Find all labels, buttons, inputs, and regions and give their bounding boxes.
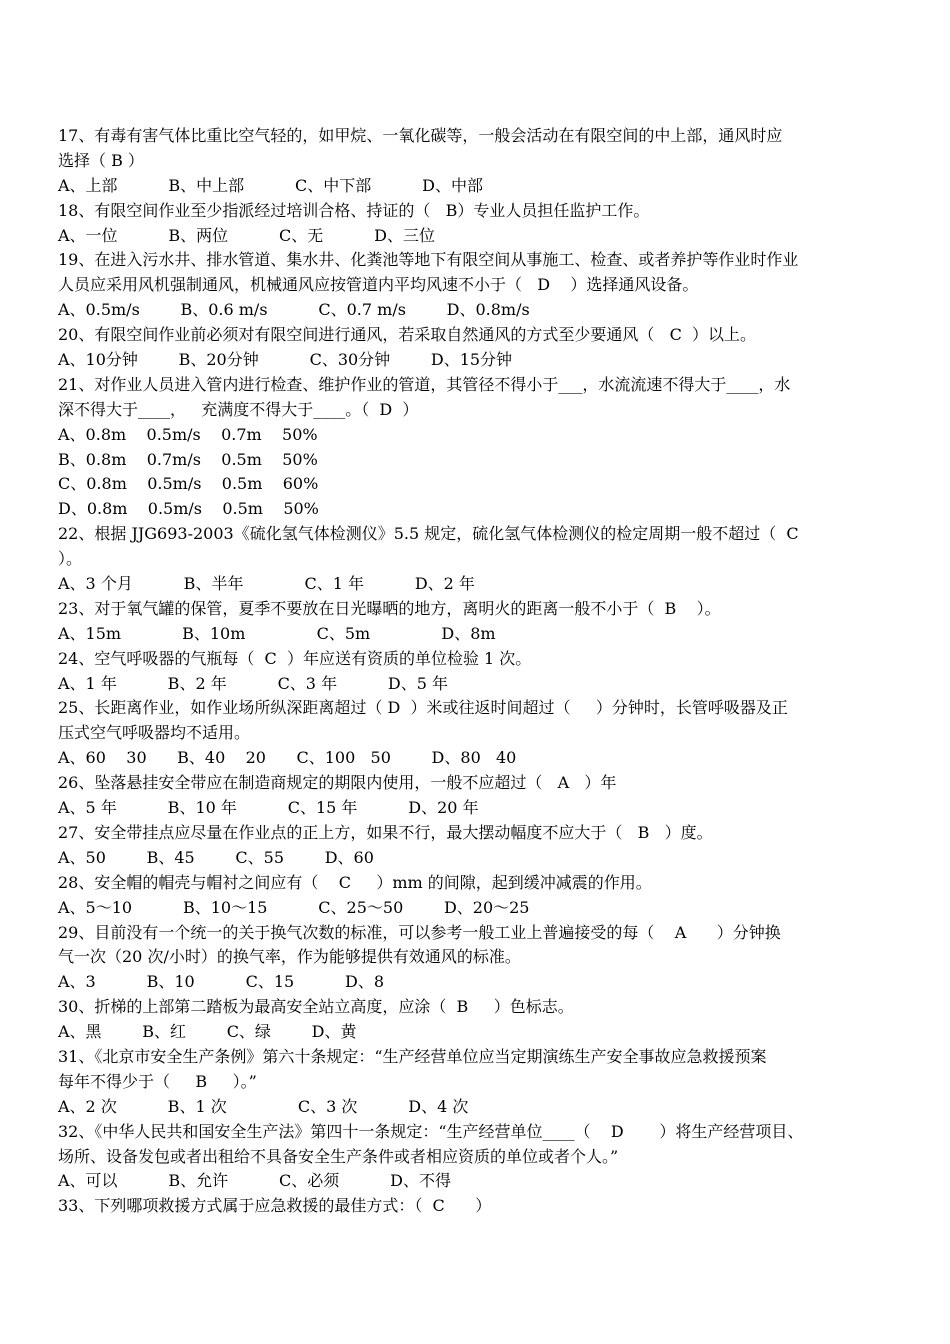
text-line: 气一次（20 次/小时）的换气率，作为能够提供有效通风的标准。 [58, 947, 521, 967]
text-line: 21、对作业人员进入管内进行检查、维护作业的管道，其管径不得小于___，水流流速不得大于____，水 [58, 374, 791, 394]
text-line: A、2 次 B、1 次 C、3 次 D、4 次 [58, 1096, 469, 1116]
text-line: 25、长距离作业，如作业场所纵深距离超过（ D ）米或往返时间超过（ ）分钟时，长管呼吸器及正 [58, 698, 788, 718]
text-line: A、1 年 B、2 年 C、3 年 D、5 年 [58, 673, 449, 693]
text-line: D、0.8m 0.5m/s 0.5m 50% [58, 499, 319, 519]
text-line: A、60 30 B、40 20 C、100 50 D、80 40 [58, 748, 517, 768]
text-line: A、一位 B、两位 C、无 D、三位 [58, 225, 435, 245]
text-line: 深不得大于____， 充满度不得大于____。（ D ） [58, 399, 419, 419]
text-line: A、5 年 B、10 年 C、15 年 D、20 年 [58, 798, 479, 818]
text-line: 26、坠落悬挂安全带应在制造商规定的期限内使用，一般不应超过（ A ）年 [58, 773, 617, 793]
text-line: 18、有限空间作业至少指派经过培训合格、持证的（ B）专业人员担任监护工作。 [58, 200, 650, 220]
text-line: 场所、设备发包或者出租给不具备安全生产条件或者相应资质的单位或者个人。” [58, 1146, 619, 1166]
text-line: A、0.5m/s B、0.6 m/s C、0.7 m/s D、0.8m/s [58, 300, 530, 320]
text-line: 20、有限空间作业前必须对有限空间进行通风，若采取自然通风的方式至少要通风（ C ）以上。 [58, 325, 757, 345]
text-line: 人员应采用风机强制通风，机械通风应按管道内平均风速不小于（ D ）选择通风设备。 [58, 275, 699, 295]
text-line: C、0.8m 0.5m/s 0.5m 60% [58, 474, 319, 494]
text-line: 32、《中华人民共和国安全生产法》第四十一条规定：“生产经营单位____（ D ）将生产经营项目、 [58, 1121, 804, 1141]
text-line: 23、对于氧气罐的保管，夏季不要放在日光曝晒的地方，离明火的距离一般不小于（ B ）。 [58, 598, 721, 618]
text-line: 19、在进入污水井、排水管道、集水井、化粪池等地下有限空间从事施工、检查、或者养护等作业时作业 [58, 250, 799, 270]
text-line: ）。 [58, 549, 83, 569]
text-line: 24、空气呼吸器的气瓶每（ C ）年应送有资质的单位检验 1 次。 [58, 648, 532, 668]
text-line: 压式空气呼吸器均不适用。 [58, 723, 251, 743]
text-line: A、黑 B、红 C、绿 D、黄 [58, 1022, 357, 1042]
text-line: 33、下列哪项救援方式属于应急救援的最佳方式：（ C ） [58, 1196, 492, 1216]
text-line: 每年不得少于（ B ）。” [58, 1071, 257, 1091]
text-line: 17、有毒有害气体比重比空气轻的，如甲烷、一氧化碳等，一般会活动在有限空间的中上部，通风时应 [58, 126, 783, 145]
text-line: B、0.8m 0.7m/s 0.5m 50% [58, 449, 318, 469]
text-line: 28、安全帽的帽壳与帽衬之间应有（ C ）mm 的间隙，起到缓冲减震的作用。 [58, 872, 652, 892]
text-line: A、3 B、10 C、15 D、8 [58, 972, 385, 992]
text-line: A、0.8m 0.5m/s 0.7m 50% [58, 424, 318, 444]
text-line: A、可以 B、允许 C、必须 D、不得 [58, 1171, 451, 1191]
text-line: A、3 个月 B、半年 C、1 年 D、2 年 [58, 574, 475, 594]
text-line: A、上部 B、中上部 C、中下部 D、中部 [58, 175, 483, 195]
text-line: 22、根据 JJG693-2003《硫化氢气体检测仪》5.5 规定，硫化氢气体检测仪的检定周期一般不超过（ C [58, 524, 799, 544]
text-line: A、50 B、45 C、55 D、60 [58, 847, 374, 867]
text-line: 30、折梯的上部第二踏板为最高安全站立高度，应涂（ B ）色标志。 [58, 997, 574, 1017]
text-line: 选择（ B ） [58, 150, 144, 170]
text-line: A、15m B、10m C、5m D、8m [58, 623, 496, 643]
text-line: A、10分钟 B、20分钟 C、30分钟 D、15分钟 [58, 350, 513, 370]
question-list [58, 124, 903, 1219]
text-line: A、5～10 B、10～15 C、25～50 D、20～25 [58, 897, 530, 917]
text-line: 27、安全带挂点应尽量在作业点的正上方，如果不行，最大摆动幅度不应大于（ B ）度。 [58, 822, 713, 842]
text-line: 29、目前没有一个统一的关于换气次数的标准，可以参考一般工业上普遍接受的每（ A ）分钟换 [58, 922, 781, 942]
text-line: 31、《北京市安全生产条例》第六十条规定：“生产经营单位应当定期演练生产安全事故应急救援预案 [58, 1046, 767, 1066]
